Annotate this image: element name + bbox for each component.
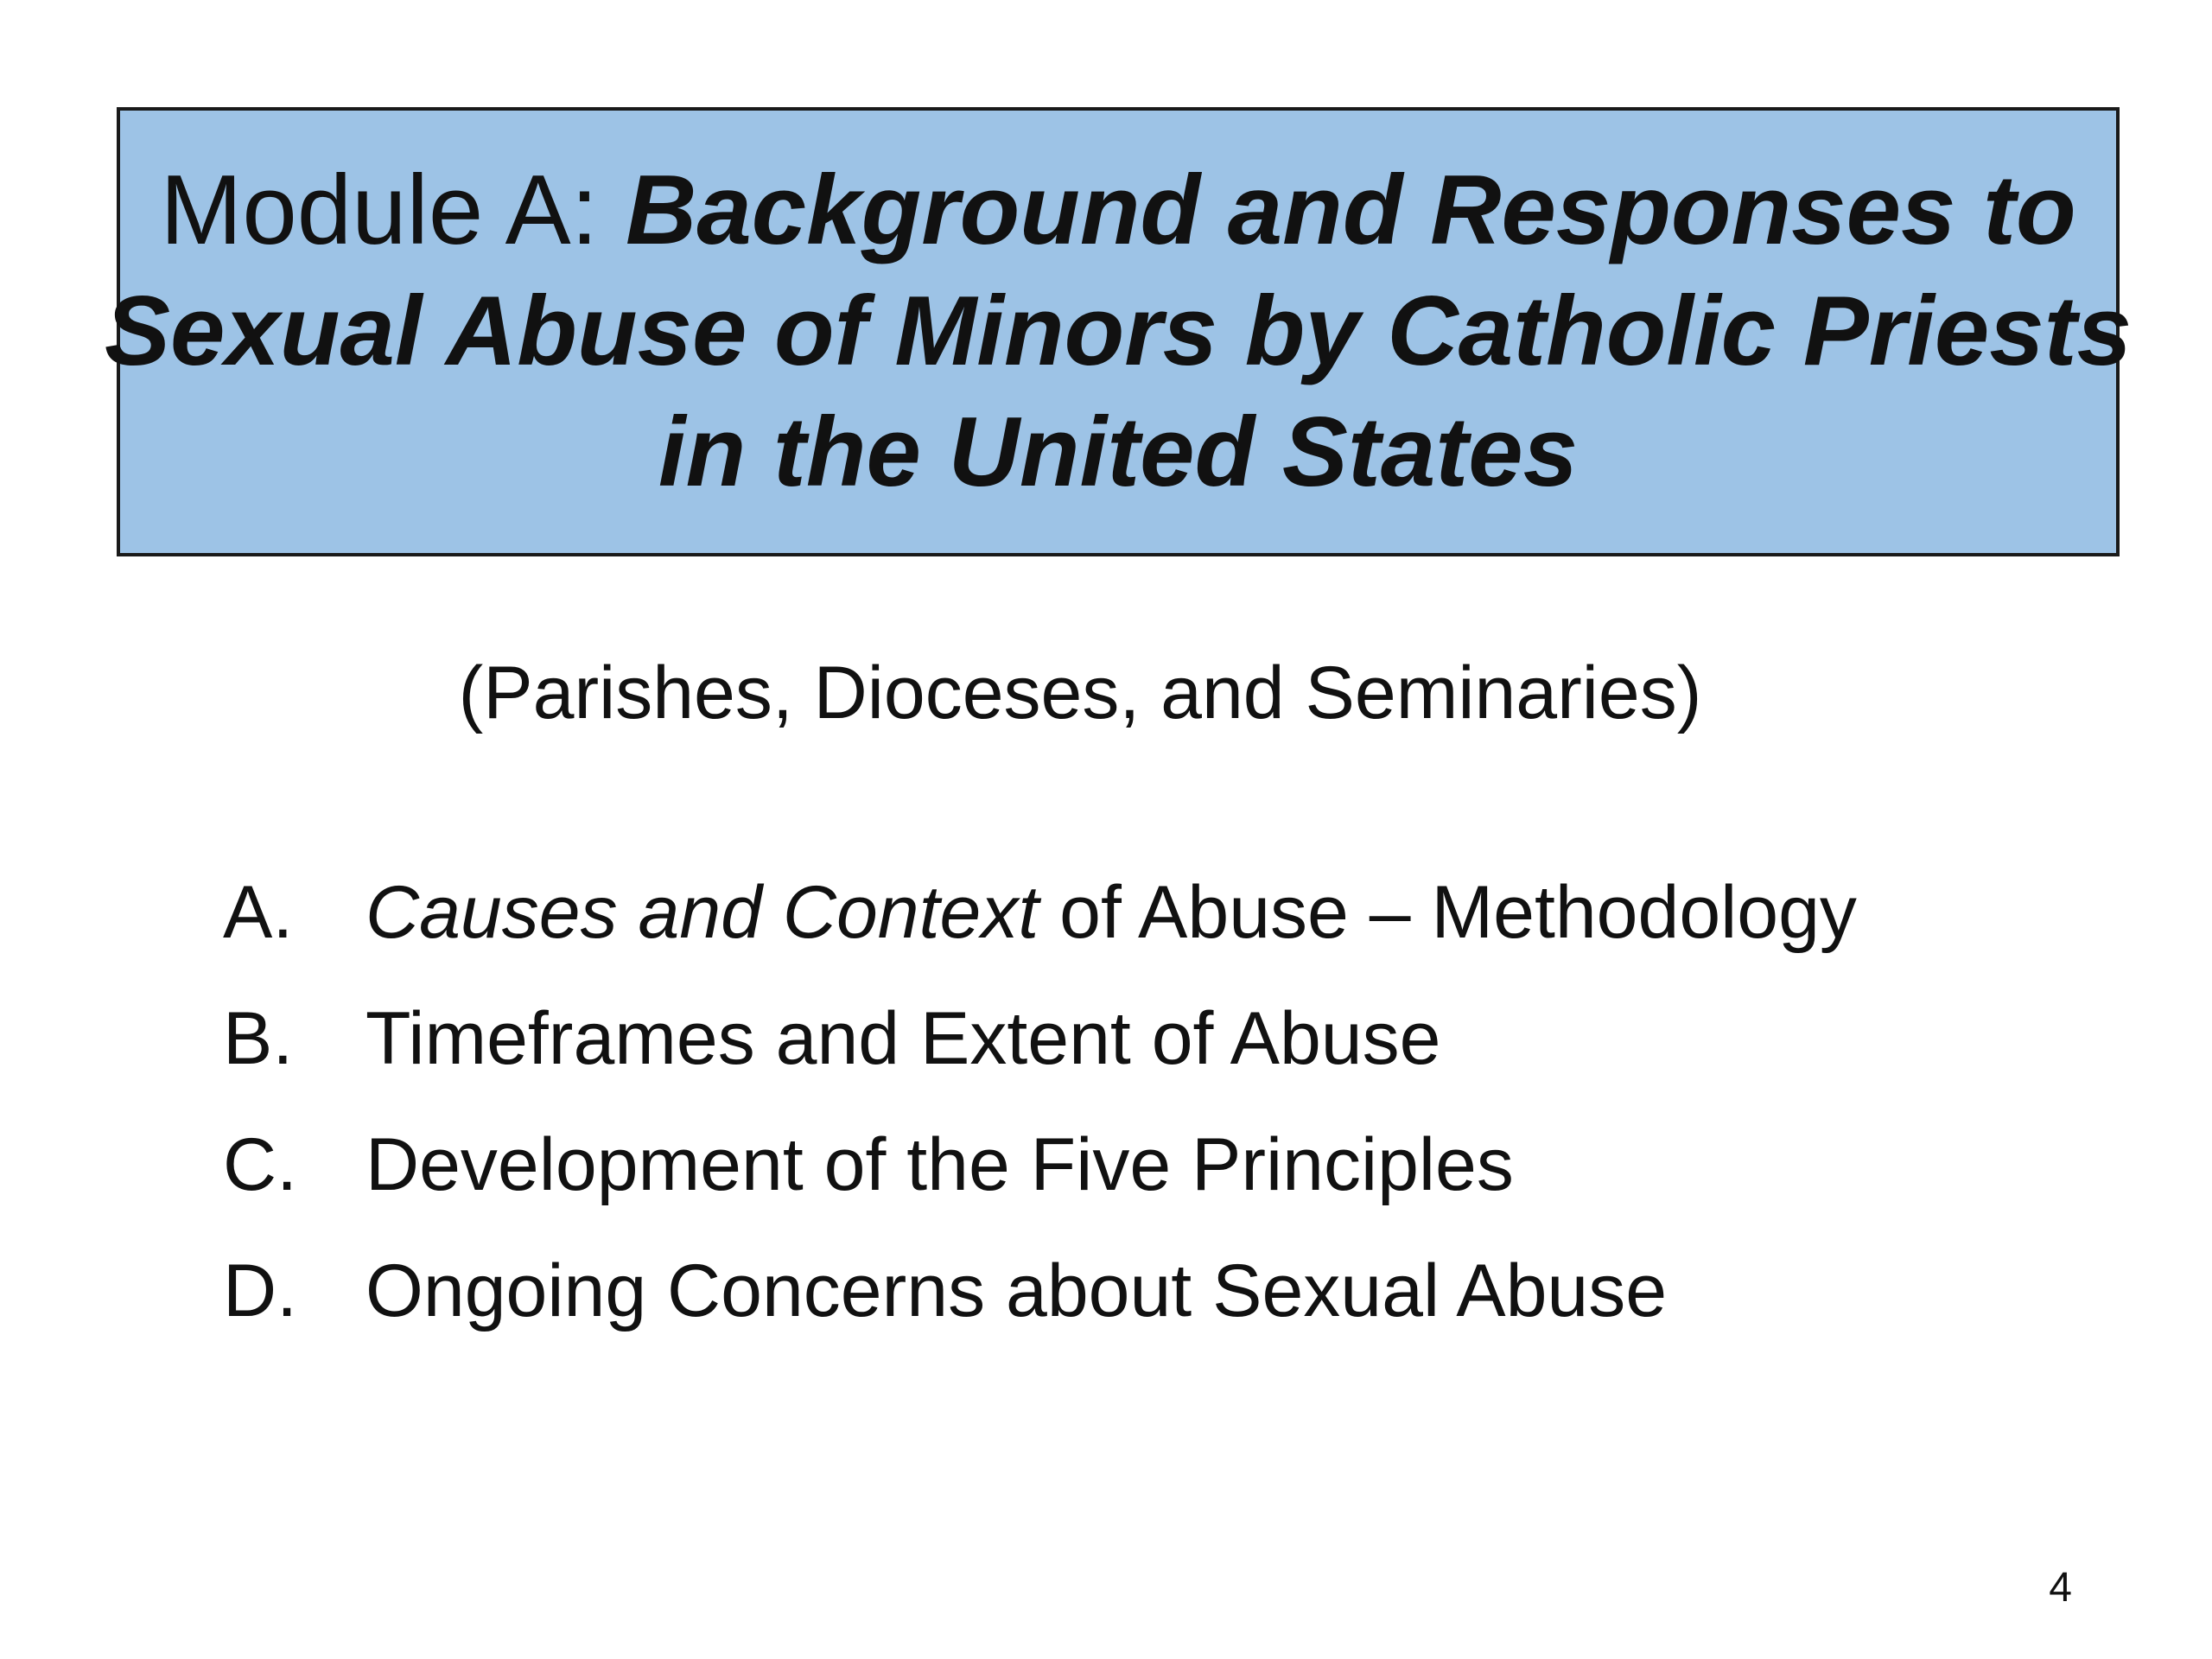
topic-marker: A. [223, 871, 294, 954]
slide-title-box [104, 107, 2133, 556]
slide-title-line-2: Sexual Abuse of Minors by Catholic Priests [104, 276, 2133, 386]
topic-item-b [223, 990, 2037, 1116]
slide-title-line-1 [160, 150, 2075, 271]
topic-text [365, 864, 1857, 961]
topic-text: Ongoing Concerns about Sexual Abuse [365, 1249, 1668, 1332]
topic-item-c [223, 1116, 2037, 1243]
topic-item-d [223, 1243, 2037, 1369]
slide-subtitle: (Parishes, Dioceses, and Seminaries) [458, 652, 1702, 734]
topic-item-a [223, 864, 2037, 990]
topic-text: Timeframes and Extent of Abuse [365, 997, 1441, 1080]
topic-text-rest: of Abuse – Methodology [1039, 871, 1857, 954]
page-number: 4 [2049, 1565, 2072, 1611]
topic-text-italic: Causes and Context [365, 871, 1039, 954]
topic-list [223, 864, 2037, 1369]
slide-title-emphasis-1: Background and Responses to [626, 156, 2076, 265]
topic-text: Development of the Five Principles [365, 1123, 1514, 1206]
slide-title-line-3: in the United States [658, 397, 1579, 507]
slide-title-prefix: Module A: [160, 156, 626, 265]
topic-marker: B. [223, 997, 294, 1080]
topic-marker: C. [223, 1123, 297, 1206]
topic-marker: D. [223, 1249, 297, 1332]
